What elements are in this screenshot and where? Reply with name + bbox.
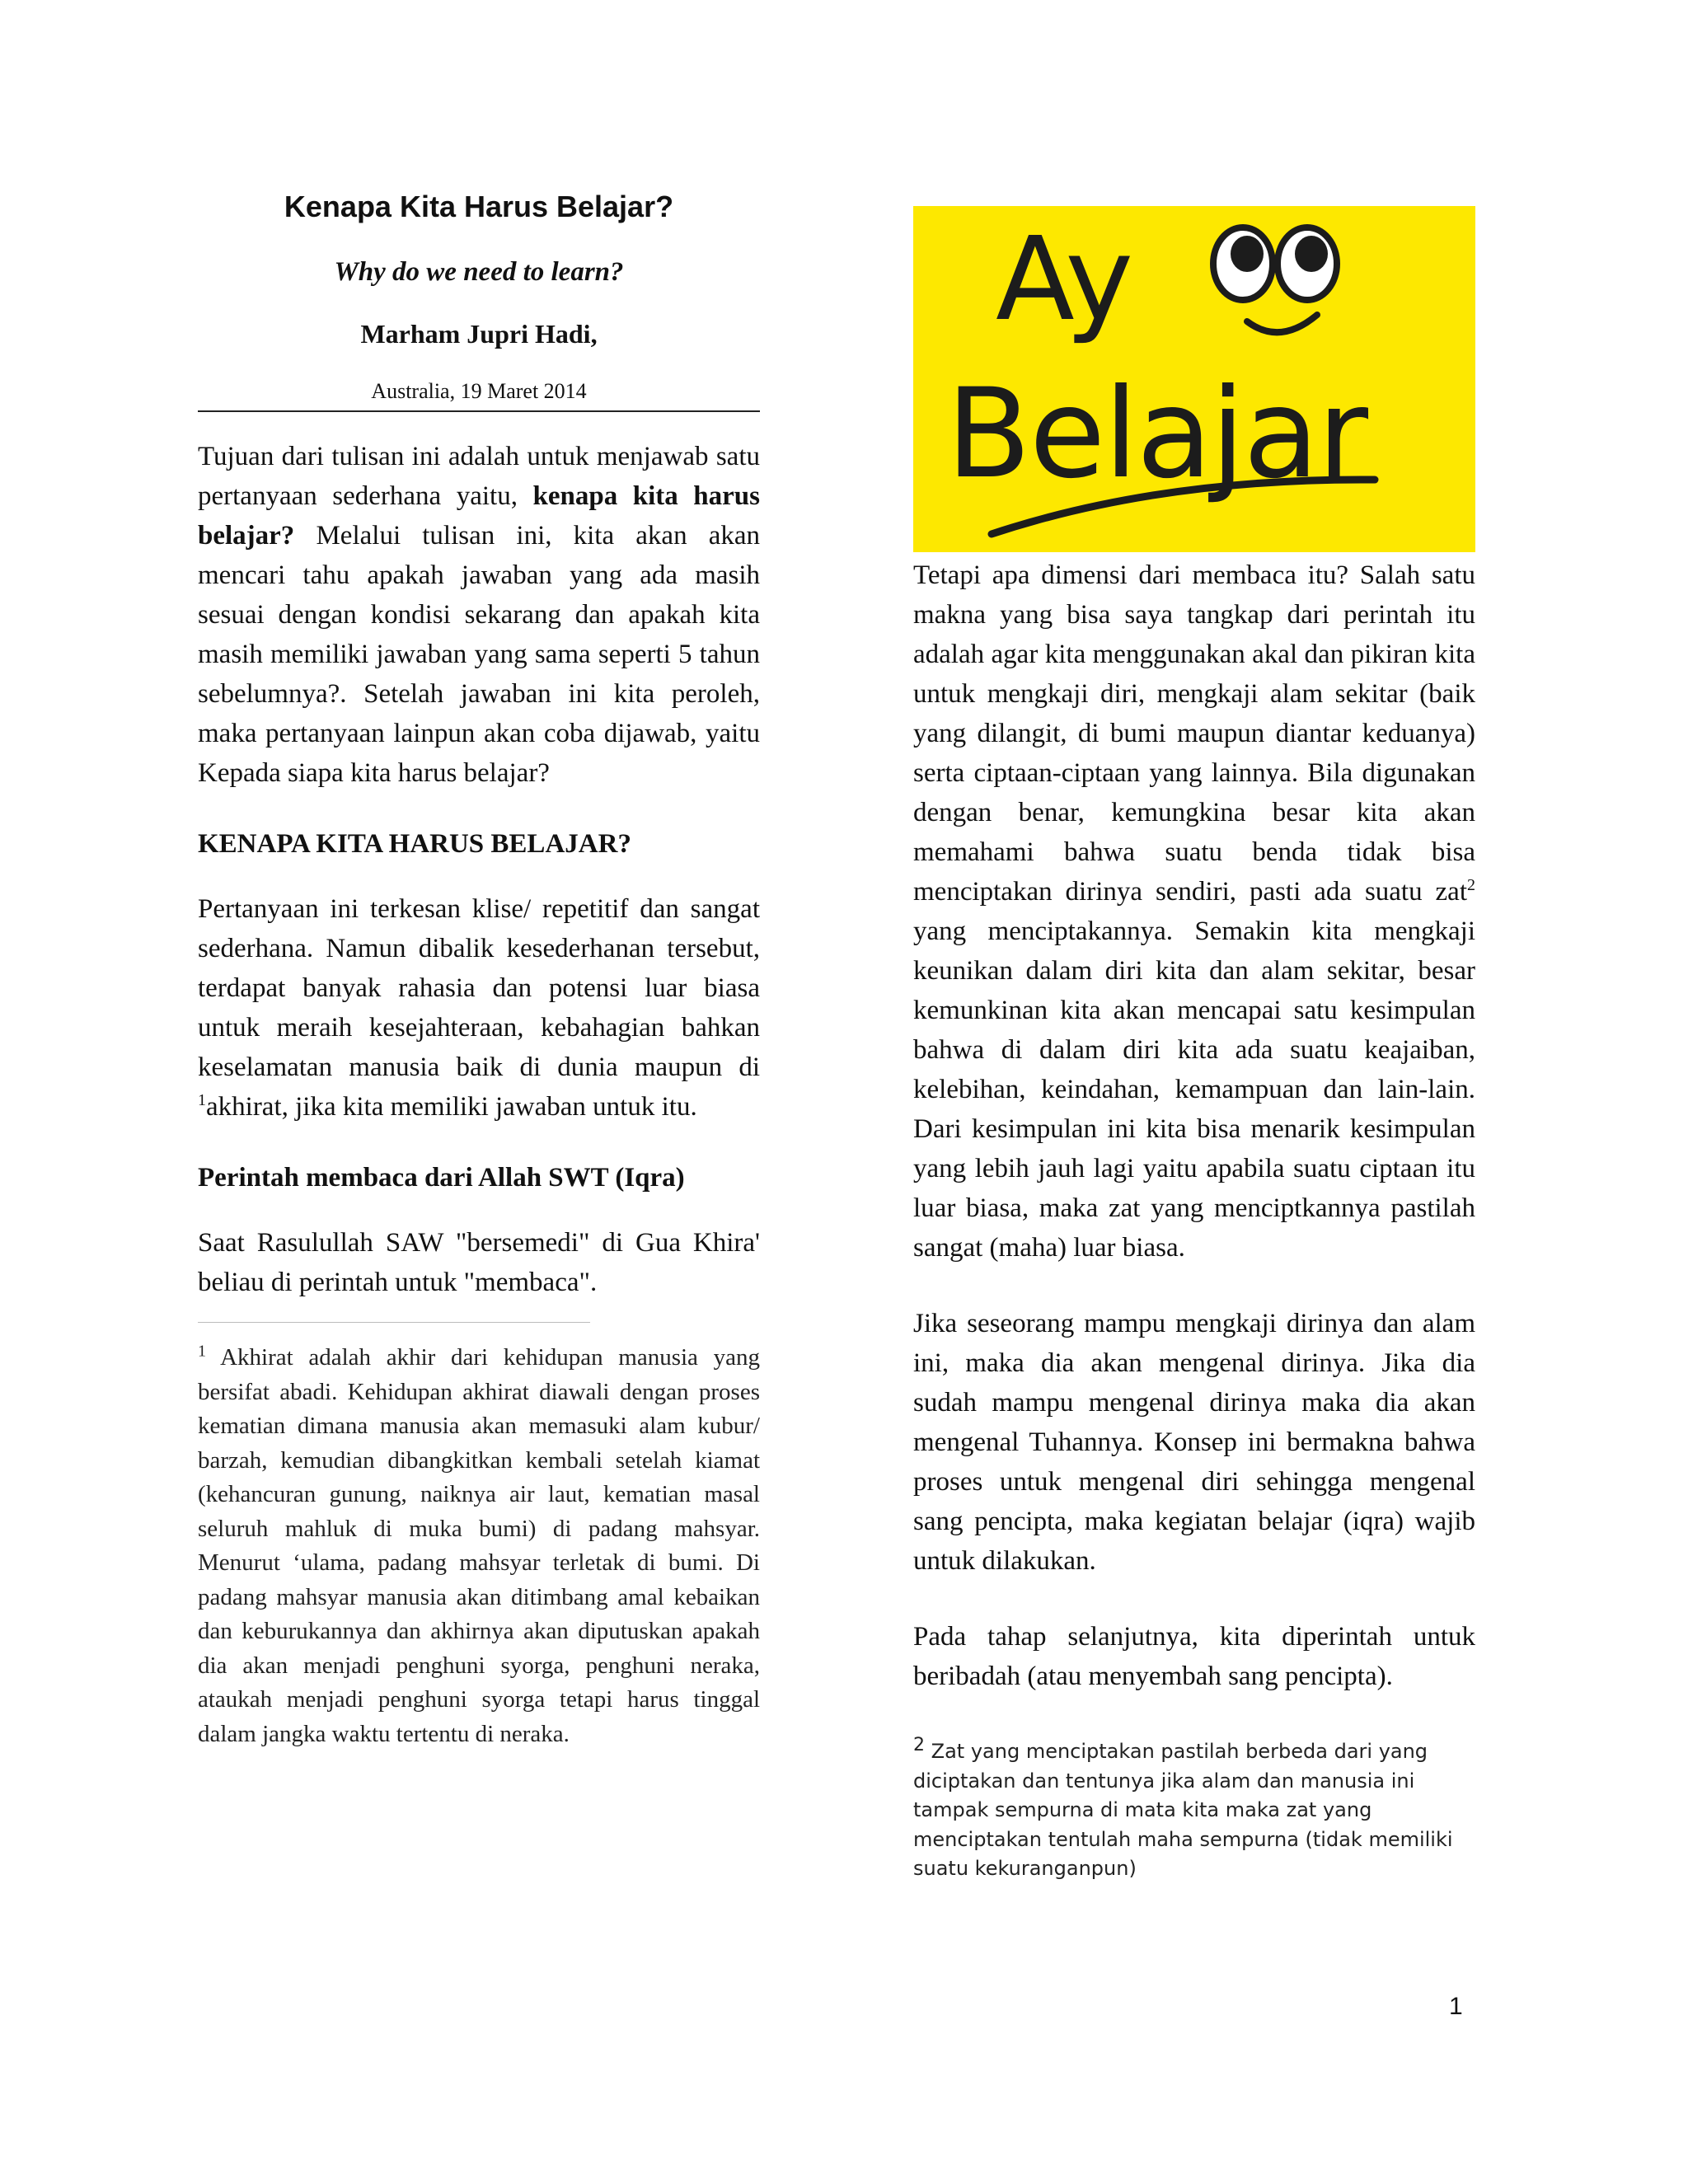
intro-paragraph [198, 437, 760, 793]
right-paragraph-1 [913, 555, 1475, 1268]
page-number: 1 [1449, 1993, 1463, 2020]
right-para1-text-after: yang menciptakannya. Semakin kita mengkaji keunikan dalam diri kita dan alam sekitar, besar kemunkinan kita akan mencapai satu kesimpulan bahwa di dalam diri kita ada suatu keajaiban, kelebihan, keindahan, kemampuan dan lain-lain. Dari kesimpulan ini kita bisa menarik kesimpulan yang lebih jauh lagi yaitu apabila suatu ciptaan itu luar biasa, maka zat yang menciptkannya pastilah sangat (maha) luar biasa. [913, 916, 1475, 1263]
intro-text-before: Tujuan dari tulisan ini adalah untuk menjawab satu pertanyaan sederhana yaitu, [198, 442, 760, 511]
footnote-ref-2[interactable]: 2 [1467, 876, 1475, 894]
logo-line2: Belajar [946, 363, 1367, 506]
footnote-divider [198, 1322, 590, 1323]
intro-text-after: Melalui tulisan ini, kita akan akan mencari tahu apakah jawaban yang ada masih sesuai dengan kondisi sekarang dan apakah kita masih memiliki jawaban yang sama seperti 5 tahun sebelumnya?. Setelah jawaban ini kita peroleh, maka pertanyaan lainpun akan coba dijawab, yaitu Kepada siapa kita harus belajar? [198, 521, 761, 788]
footnote-2 [913, 1737, 1475, 1884]
ayo-belajar-logo [913, 206, 1475, 552]
section1-heading: KENAPA KITA HARUS BELAJAR? [198, 829, 631, 859]
footnote-ref-1[interactable]: 1 [198, 1091, 206, 1109]
title-divider [198, 410, 760, 412]
left-column [198, 190, 760, 1751]
right-paragraph-3: Pada tahap selanjutnya, kita diperintah untuk beribadah (atau menyembah sang pencipta). [913, 1622, 1475, 1691]
section2-paragraph: Saat Rasulullah SAW "bersemedi" di Gua Khira' beliau di perintah untuk "membaca". [198, 1228, 760, 1297]
section2-heading: Perintah membaca dari Allah SWT (Iqra) [198, 1163, 685, 1193]
right-column [913, 206, 1475, 1884]
section1-text-after: akhirat, jika kita memiliki jawaban untuk itu. [206, 1092, 697, 1122]
author-name: Marham Jupri Hadi, [360, 319, 598, 349]
section1-paragraph [198, 889, 760, 1127]
right-para1-text: Tetapi apa dimensi dari membaca itu? Salah satu makna yang bisa saya tangkap dari perintah itu adalah agar kita menggunakan akal dan pikiran kita untuk mengkaji diri, mengkaji alam sekitar (baik yang dilangit, di bumi maupun diantar keduanya) serta ciptaan-ciptaan yang lainnya. Bila digunakan dengan benar, kemungkina besar kita akan memahami bahwa suatu benda tidak bisa menciptakan dirinya sendiri, pasti ada suatu zat [913, 560, 1475, 907]
footnote-2-text: Zat yang menciptakan pastilah berbeda dari yang diciptakan dan tentunya jika alam dan manusia ini tampak sempurna di mata kita maka zat yang menciptakan tentulah maha sempurna (tidak memiliki suatu kekuranganpun) [913, 1740, 1453, 1880]
section1-text: Pertanyaan ini terkesan klise/ repetitif dan sangat sederhana. Namun dibalik kesederhanan tersebut, terdapat banyak rahasia dan potensi luar biasa untuk meraih kesejahteraan, kebahagian bahkan keselamatan manusia baik di dunia maupun di [198, 894, 760, 1082]
footnote-1 [198, 1341, 760, 1751]
place-date: Australia, 19 Maret 2014 [371, 379, 587, 403]
smiley-eyes-icon [913, 206, 1475, 552]
article-subtitle: Why do we need to learn? [334, 257, 624, 287]
footnote-1-number: 1 [198, 1342, 206, 1361]
footnote-2-number: 2 [913, 1735, 925, 1755]
intro-bold-question: kenapa kita harus belajar? [198, 481, 760, 551]
right-paragraph-2: Jika seseorang mampu mengkaji dirinya dan alam ini, maka dia akan mengenal dirinya. Jika dia sudah mampu mengenal dirinya maka dia akan mengenal Tuhannya. Konsep ini bermakna bahwa proses untuk mengenal diri sehingga mengenal sang pencipta, maka kegiatan belajar (iqra) wajib untuk dilakukan. [913, 1309, 1475, 1576]
article-title: Kenapa Kita Harus Belajar? [284, 190, 674, 223]
logo-line1: Ay [996, 213, 1132, 347]
footnote-1-text: Akhirat adalah akhir dari kehidupan manusia yang bersifat abadi. Kehidupan akhirat diawali dengan proses kematian dimana manusia akan memasuki alam kubur/ barzah, kemudian dibangkitkan kembali setelah kiamat (kehancuran gunung, naiknya air laut, kematian masal seluruh mahluk di muka bumi) di padang mahsyar. Menurut ‘ulama, padang mahsyar terletak di bumi. Di padang mahsyar manusia akan ditimbang amal kebaikan dan keburukannya dan akhirnya akan diputuskan apakah dia akan menjadi penghuni syorga, penghuni neraka, ataukah menjadi penghuni syorga tetapi harus tinggal dalam jangka waktu tertentu di neraka. [198, 1344, 760, 1747]
